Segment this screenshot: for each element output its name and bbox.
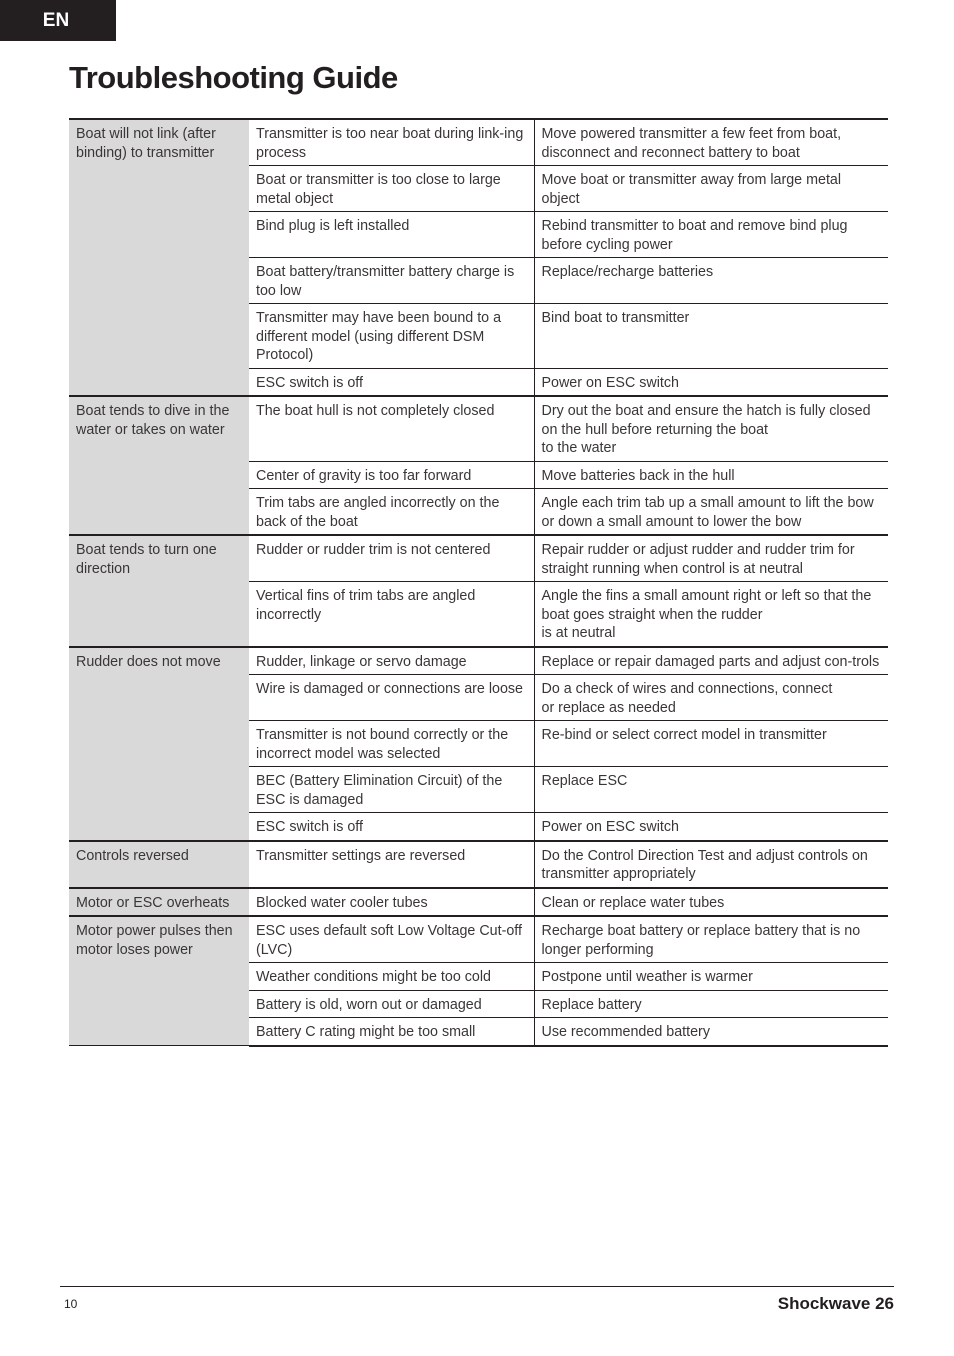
solution-cell: Replace/recharge batteries [534,258,888,304]
solution-cell: Move batteries back in the hull [534,461,888,489]
table-row [69,119,888,166]
solution-cell: Replace ESC [534,767,888,813]
troubleshooting-table [69,118,888,1047]
cause-cell: Rudder, linkage or servo damage [249,647,534,675]
product-name: Shockwave 26 [777,1294,894,1313]
solution-cell: Clean or replace water tubes [534,888,888,917]
cause-cell: ESC switch is off [249,813,534,841]
solution-cell: Repair rudder or adjust rudder and rudder trim for straight running when control is at neutral [534,535,888,582]
problem-cell: Motor power pulses then motor loses power [69,916,249,1046]
table-row [69,535,888,582]
cause-cell: Battery is old, worn out or damaged [249,990,534,1018]
solution-cell: Angle each trim tab up a small amount to lift the bow or down a small amount to lower the bow [534,489,888,536]
cause-cell: Boat battery/transmitter battery charge is too low [249,258,534,304]
solution-cell: Replace or repair damaged parts and adjust con-trols [534,647,888,675]
cause-cell: ESC uses default soft Low Voltage Cut-off (LVC) [249,916,534,963]
page-title: Troubleshooting Guide [69,60,398,95]
solution-cell: Recharge boat battery or replace battery that is no longer performing [534,916,888,963]
solution-cell: Re-bind or select correct model in transmitter [534,721,888,767]
language-tab: EN [0,0,116,41]
problem-cell: Boat tends to turn one direction [69,535,249,647]
solution-cell: Move boat or transmitter away from large metal object [534,166,888,212]
cause-cell: Bind plug is left installed [249,212,534,258]
solution-cell: Postpone until weather is warmer [534,963,888,991]
cause-cell: Boat or transmitter is too close to large metal object [249,166,534,212]
solution-cell: Move powered transmitter a few feet from boat, disconnect and reconnect battery to boat [534,119,888,166]
cause-cell: Weather conditions might be too cold [249,963,534,991]
cause-cell: Wire is damaged or connections are loose [249,675,534,721]
cause-cell: The boat hull is not completely closed [249,396,534,461]
problem-cell: Boat will not link (after binding) to transmitter [69,119,249,396]
cause-cell: Blocked water cooler tubes [249,888,534,917]
problem-cell: Rudder does not move [69,647,249,841]
problem-cell: Motor or ESC overheats [69,888,249,917]
table-row [69,841,888,888]
cause-cell: Center of gravity is too far forward [249,461,534,489]
solution-cell: Power on ESC switch [534,813,888,841]
page-number: 10 [64,1297,78,1311]
cause-cell: Vertical fins of trim tabs are angled incorrectly [249,582,534,647]
cause-cell: Transmitter may have been bound to a different model (using different DSM Protocol) [249,304,534,369]
problem-cell: Boat tends to dive in the water or takes on water [69,396,249,535]
solution-cell: Use recommended battery [534,1018,888,1046]
solution-cell: Angle the fins a small amount right or left so that the boat goes straight when the rudder is at neutral [534,582,888,647]
solution-cell: Bind boat to transmitter [534,304,888,369]
table-row [69,888,888,917]
solution-cell: Do the Control Direction Test and adjust controls on transmitter appropriately [534,841,888,888]
cause-cell: Trim tabs are angled incorrectly on the back of the boat [249,489,534,536]
cause-cell: Transmitter settings are reversed [249,841,534,888]
table-row [69,647,888,675]
solution-cell: Replace battery [534,990,888,1018]
solution-cell: Power on ESC switch [534,368,888,396]
table-row [69,916,888,963]
table-row [69,396,888,461]
solution-cell: Do a check of wires and connections, connect or replace as needed [534,675,888,721]
cause-cell: BEC (Battery Elimination Circuit) of the ESC is damaged [249,767,534,813]
cause-cell: ESC switch is off [249,368,534,396]
cause-cell: Transmitter is not bound correctly or the incorrect model was selected [249,721,534,767]
solution-cell: Rebind transmitter to boat and remove bind plug before cycling power [534,212,888,258]
solution-cell: Dry out the boat and ensure the hatch is fully closed on the hull before returning the boat to the water [534,396,888,461]
problem-cell: Controls reversed [69,841,249,888]
cause-cell: Rudder or rudder trim is not centered [249,535,534,582]
footer-divider [60,1286,894,1287]
cause-cell: Transmitter is too near boat during link-ing process [249,119,534,166]
cause-cell: Battery C rating might be too small [249,1018,534,1046]
